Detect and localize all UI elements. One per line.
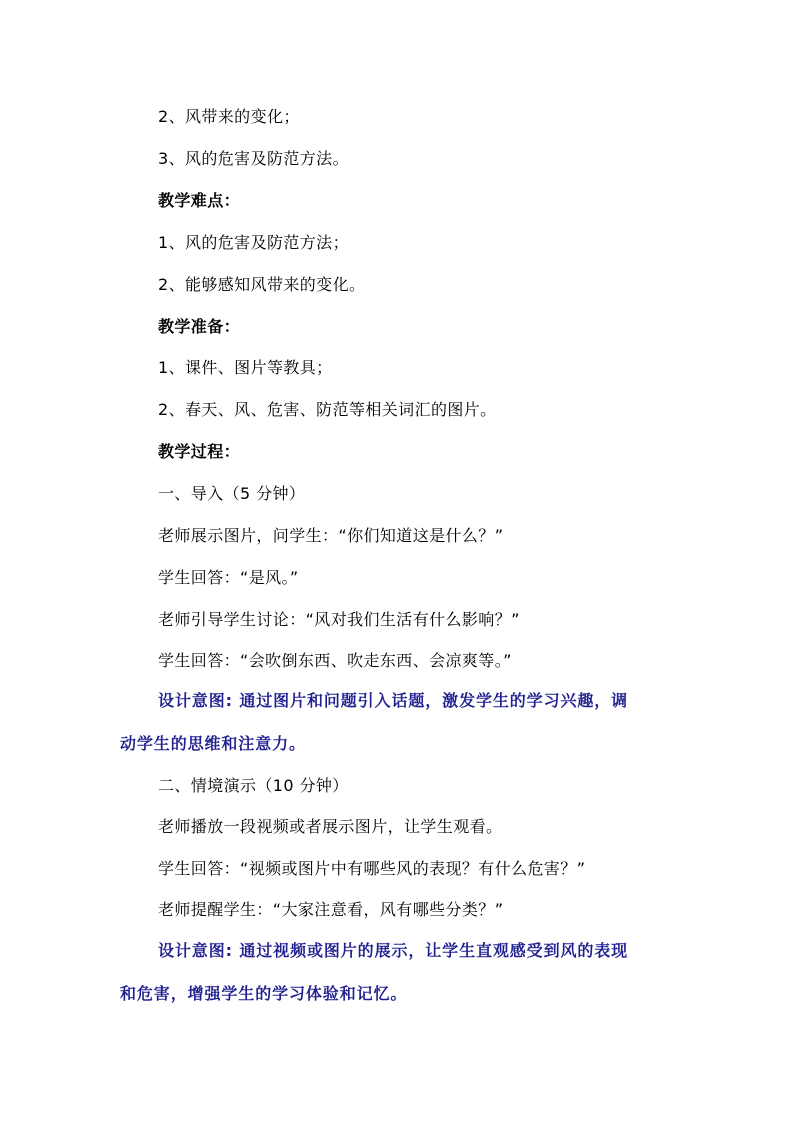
- section-2-scenario-demo: 二、情境演示（10 分钟）: [158, 776, 349, 795]
- preparation-2: 2、春天、风、危害、防范等相关词汇的图片。: [158, 400, 497, 419]
- teacher-plays-video: 老师播放一段视频或者展示图片，让学生观看。: [158, 817, 503, 836]
- student-answer-wind: 学生回答：“是风。”: [158, 568, 299, 587]
- preparation-1: 1、课件、图片等教具；: [158, 358, 333, 377]
- design-intent-1: 设计意图: 通过图片和问题引入话题，激发学生的学习兴趣，调: [158, 691, 629, 710]
- heading-teaching-preparation: 教学准备：: [158, 317, 241, 336]
- difficulty-2: 2、能够感知风带来的变化。: [158, 275, 366, 294]
- section-1-intro: 一、导入（5 分钟）: [158, 484, 306, 503]
- point-3-wind-hazards: 3、风的危害及防范方法。: [158, 149, 349, 168]
- design-intent-2-continued: 和危害，增强学生的学习体验和记忆。: [120, 984, 408, 1003]
- design-intent-1-continued: 动学生的思维和注意力。: [120, 734, 306, 753]
- design-intent-2: 设计意图: 通过视频或图片的展示，让学生直观感受到风的表现: [158, 941, 629, 960]
- difficulty-1: 1、风的危害及防范方法；: [158, 233, 349, 252]
- teacher-guides-discussion: 老师引导学生讨论：“风对我们生活有什么影响？”: [158, 610, 520, 629]
- heading-teaching-difficulties: 教学难点：: [158, 191, 241, 210]
- student-answer-effects: 学生回答：“会吹倒东西、吹走东西、会凉爽等。”: [158, 651, 512, 670]
- point-2-wind-changes: 2、风带来的变化；: [158, 107, 300, 126]
- student-answer-video: 学生回答：“视频或图片中有哪些风的表现？有什么危害？”: [158, 859, 586, 878]
- teacher-reminds-students: 老师提醒学生：“大家注意看，风有哪些分类？”: [158, 900, 504, 919]
- heading-teaching-process: 教学过程：: [158, 442, 241, 461]
- teacher-shows-picture: 老师展示图片，问学生：“你们知道这是什么？”: [158, 526, 504, 545]
